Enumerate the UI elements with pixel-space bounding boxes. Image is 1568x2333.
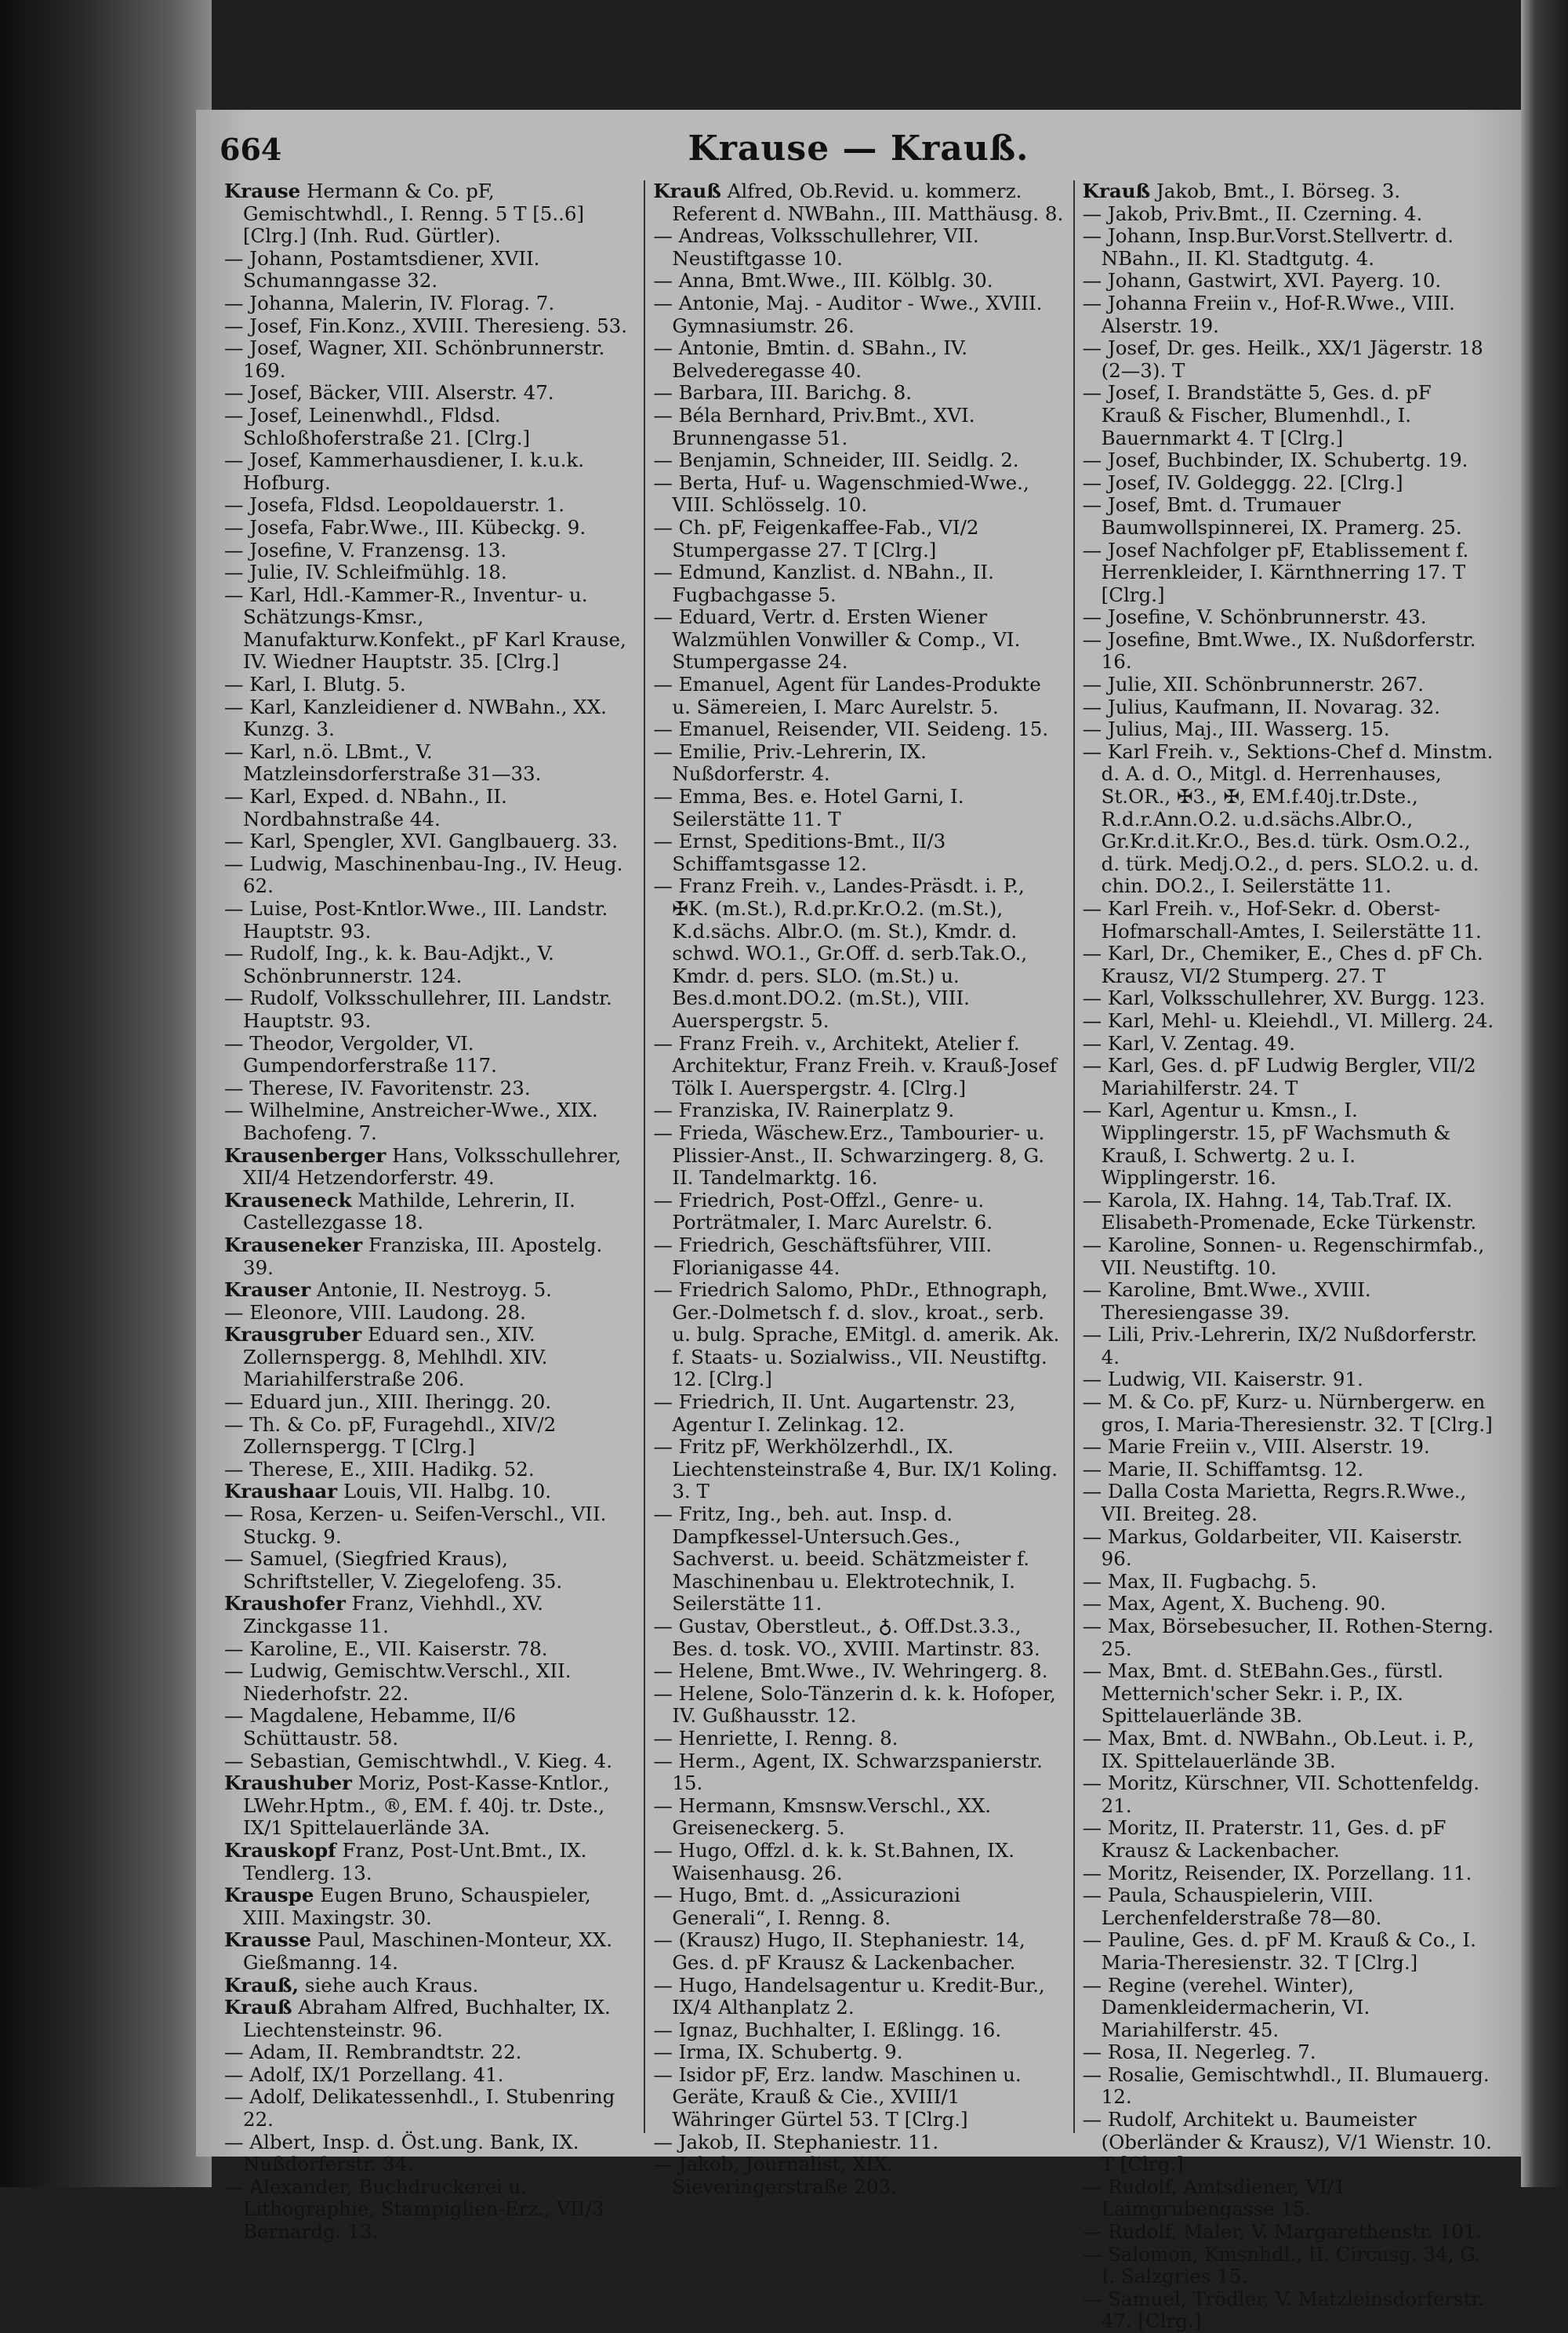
directory-entry: — Karl, Kanzleidiener d. NWBahn., XX. Kunzg. 3. bbox=[224, 695, 607, 741]
directory-entry: — Rudolf, Ing., k. k. Bau-Adjkt., V. Schönbrunnerstr. 124. bbox=[224, 942, 554, 987]
directory-entry: — Josef, Fin.Konz., XVIII. Theresieng. 53. bbox=[224, 314, 628, 337]
directory-entry: — Emanuel, Reisender, VII. Seideng. 15. bbox=[653, 718, 1049, 741]
directory-entry: — Karoline, Bmt.Wwe., XVIII. Theresiengasse 39. bbox=[1082, 1278, 1371, 1324]
directory-entry: — Barbara, III. Barichg. 8. bbox=[653, 381, 913, 405]
book-spine-shadow bbox=[0, 0, 212, 2187]
directory-entry: — Benjamin, Schneider, III. Seidlg. 2. bbox=[653, 449, 1019, 472]
directory-entry: — Franz Freih. v., Landes-Präsdt. i. P., ✠K. (m.St.), R.d.pr.Kr.O.2. (m.St.), K.d.sächs. Albr.O. (m. St.), Kmdr. d. schwd. WO.1., Gr.Off. d. serb.Tak.O., Kmdr. d. pers. SLO. (m.St.) u. Bes.d.mont.DO.2. (m.St.), VIII. Auerspergstr. 5. bbox=[653, 874, 1028, 1032]
directory-entry: — Karl, Spengler, XVI. Ganglbauerg. 33. bbox=[224, 830, 619, 853]
directory-entry: — Magdalene, Hebamme, II/6 Schüttaustr. 58. bbox=[224, 1704, 517, 1750]
book-edge-shadow bbox=[1521, 0, 1568, 2187]
directory-entry: — Ignaz, Buchhalter, I. Eßlingg. 16. bbox=[653, 2018, 1002, 2041]
directory-entry: — Béla Bernhard, Priv.Bmt., XVI. Brunnengasse 51. bbox=[653, 403, 975, 449]
directory-page bbox=[196, 110, 1521, 2333]
directory-entry: — Salomon, Kmsnhdl., II. Circusg. 34, G. I. Salzgries 15. bbox=[1082, 2242, 1481, 2288]
directory-entry: — Alexander, Buchdruckerei u. Lithographie, Stampiglien-Erz., VII/3 Bernardg. 13. bbox=[224, 2175, 604, 2244]
directory-entry: — Adolf, Delikatessenhdl., I. Stubenring 22. bbox=[224, 2085, 615, 2131]
directory-entry: — Eduard jun., XIII. Iheringg. 20. bbox=[224, 1390, 552, 1414]
directory-entry: — Gustav, Oberstleut., ♁. Off.Dst.3.3., Bes. d. tosk. VO., XVIII. Martinstr. 83. bbox=[653, 1615, 1040, 1660]
directory-entry: — Jakob, Priv.Bmt., II. Czerning. 4. bbox=[1082, 202, 1423, 225]
directory-entry: — Samuel, Trödler, V. Matzleinsdorferstr. 47. [Clrg.] bbox=[1082, 2287, 1485, 2333]
directory-entry: — Josef, IV. Goldeggg. 22. [Clrg.] bbox=[1082, 471, 1403, 494]
directory-entry: — Isidor pF, Erz. landw. Maschinen u. Geräte, Krauß & Cie., XVIII/1 Währinger Gürtel 53. T [Clrg.] bbox=[653, 2062, 1022, 2131]
directory-entry: — Adam, II. Rembrandtstr. 22. bbox=[224, 2040, 522, 2064]
directory-entry: — Emanuel, Agent für Landes-Produkte u. Sämereien, I. Marc Aurelstr. 5. bbox=[653, 673, 1041, 718]
directory-entry: Krauseneck Mathilde, Lehrerin, II. Castellezgasse 18. bbox=[224, 1188, 575, 1234]
directory-entry: — Moritz, Reisender, IX. Porzellang. 11. bbox=[1082, 1861, 1472, 1884]
directory-entry: — Karola, IX. Hahng. 14, Tab.Traf. IX. Elisabeth-Promenade, Ecke Türkenstr. bbox=[1082, 1188, 1477, 1234]
directory-entry: — Irma, IX. Schubertg. 9. bbox=[653, 2040, 903, 2064]
directory-entry: — Moritz, Kürschner, VII. Schottenfeldg. 21. bbox=[1082, 1772, 1480, 1817]
directory-entry: Krause Hermann & Co. pF, Gemischtwhdl., I. Renng. 5 T [5..6] [Clrg.] (Inh. Rud. Gürtler). bbox=[224, 180, 585, 248]
directory-entry: — Henriette, I. Renng. 8. bbox=[653, 1726, 898, 1750]
directory-entry: Krauseneker Franziska, III. Apostelg. 39. bbox=[224, 1233, 603, 1279]
directory-entry: — Karl, Exped. d. NBahn., II. Nordbahnstraße 44. bbox=[224, 785, 507, 830]
directory-entry: — Rudolf, Amtsdiener, VI/1 Laimgrubengasse 15. bbox=[1082, 2175, 1346, 2221]
column-middle bbox=[645, 180, 1074, 2198]
directory-entry: Krauskopf Franz, Post-Unt.Bmt., IX. Tendlerg. 13. bbox=[224, 1838, 587, 1884]
directory-entry: — Samuel, (Siegfried Kraus), Schriftsteller, V. Ziegelofeng. 35. bbox=[224, 1547, 563, 1593]
directory-entry: Kraushuber Moriz, Post-Kasse-Kntlor., LWehr.Hptm., ®, EM. f. 40j. tr. Dste., IX/1 Spittelauerlände 3A. bbox=[224, 1772, 610, 1840]
directory-entry: — Adolf, IX/1 Porzellang. 41. bbox=[224, 2062, 504, 2086]
directory-entry: — Ludwig, VII. Kaiserstr. 91. bbox=[1082, 1368, 1363, 1391]
directory-entry: — Therese, IV. Favoritenstr. 23. bbox=[224, 1076, 531, 1099]
directory-entry: — Hugo, Bmt. d. „Assicurazioni Generali“, I. Renng. 8. bbox=[653, 1884, 960, 1929]
directory-entry: — Julius, Kaufmann, II. Novarag. 32. bbox=[1082, 695, 1440, 718]
directory-entry: — Karl Freih. v., Sektions-Chef d. Minstm. d. A. d. O., Mitgl. d. Herrenhauses, St.OR., ✠3., ✠, EM.f.40j.tr.Dste., R.d.r.Ann.O.2. u.d.sächs.Albr.O., Gr.Kr.d.it.Kr.O., Bes.d. türk. Osm.O.2., d. türk. Medj.O.2., d. pers. SLO.2. u. d. chin. DO.2., I. Seilerstätte 11. bbox=[1082, 740, 1494, 898]
directory-entry: — Josefa, Fabr.Wwe., III. Kübeckg. 9. bbox=[224, 515, 586, 539]
directory-entry: — Josefine, V. Franzensg. 13. bbox=[224, 538, 507, 561]
directory-entry: Krauß Jakob, Bmt., I. Börseg. 3. bbox=[1082, 180, 1401, 202]
directory-entry: — Friedrich, Post-Offzl., Genre- u. Porträtmaler, I. Marc Aurelstr. 6. bbox=[653, 1188, 993, 1234]
directory-entry: — Wilhelmine, Anstreicher-Wwe., XIX. Bachofeng. 7. bbox=[224, 1099, 598, 1144]
directory-entry: — Ernst, Speditions-Bmt., II/3 Schiffamtsgasse 12. bbox=[653, 830, 946, 875]
directory-entry: Krauß Alfred, Ob.Revid. u. kommerz. Referent d. NWBahn., III. Matthäusg. 8. bbox=[653, 180, 1064, 225]
directory-entry: — Jakob, Journalist, XIX. Sieveringerstraße 203. bbox=[653, 2153, 897, 2198]
directory-entry: — Max, Bmt. d. NWBahn., Ob.Leut. i. P., IX. Spittelauerlände 3B. bbox=[1082, 1726, 1475, 1772]
directory-entry: — Rudolf, Architekt u. Baumeister (Oberländer & Krausz), V/1 Wienstr. 10. T [Clrg.] bbox=[1082, 2108, 1492, 2176]
directory-entry: — Rosa, II. Negerleg. 7. bbox=[1082, 2040, 1316, 2064]
directory-entry: — Josef, I. Brandstätte 5, Ges. d. pF Krauß & Fischer, Blumenhdl., I. Bauernmarkt 4. T [Clrg.] bbox=[1082, 381, 1432, 449]
directory-entry: — Luise, Post-Kntlor.Wwe., III. Landstr. Hauptstr. 93. bbox=[224, 897, 608, 943]
directory-entry: — Lili, Priv.-Lehrerin, IX/2 Nußdorferstr. 4. bbox=[1082, 1323, 1477, 1368]
directory-entry: — Franz Freih. v., Architekt, Atelier f. Architektur, Franz Freih. v. Krauß-Josef Tölk I. Auerspergstr. 4. [Clrg.] bbox=[653, 1031, 1057, 1099]
directory-entry: — Emma, Bes. e. Hotel Garni, I. Seilerstätte 11. T bbox=[653, 785, 964, 830]
directory-entry: — Josef, Wagner, XII. Schönbrunnerstr. 169. bbox=[224, 336, 605, 382]
directory-entry: — Josef, Dr. ges. Heilk., XX/1 Jägerstr. 18 (2—3). T bbox=[1082, 336, 1483, 382]
directory-entry: — Johanna Freiin v., Hof-R.Wwe., VIII. Alserstr. 19. bbox=[1082, 291, 1455, 337]
directory-entry: — Julius, Maj., III. Wasserg. 15. bbox=[1082, 718, 1390, 741]
directory-entry: — Johann, Insp.Bur.Vorst.Stellvertr. d. NBahn., II. Kl. Stadtgutg. 4. bbox=[1082, 224, 1454, 270]
directory-entry: — Karl, n.ö. LBmt., V. Matzleinsdorferstraße 31—33. bbox=[224, 740, 542, 786]
directory-entry: — Sebastian, Gemischtwhdl., V. Kieg. 4. bbox=[224, 1749, 613, 1772]
directory-entry: — Karl, V. Zentag. 49. bbox=[1082, 1031, 1295, 1055]
directory-entry: — Rudolf, Volksschullehrer, III. Landstr. Hauptstr. 93. bbox=[224, 987, 612, 1032]
directory-entry: — Eleonore, VIII. Laudong. 28. bbox=[224, 1300, 526, 1324]
directory-entry: — Karoline, Sonnen- u. Regenschirmfab., VII. Neustiftg. 10. bbox=[1082, 1233, 1485, 1279]
directory-entry: — Max, Bmt. d. StEBahn.Ges., fürstl. Metternich'scher Sekr. i. P., IX. Spittelauerlände 3B. bbox=[1082, 1659, 1444, 1728]
directory-entry: — Karl, Mehl- u. Kleiehdl., VI. Millerg. 24. bbox=[1082, 1008, 1494, 1032]
directory-entry: Krausgruber Eduard sen., XIV. Zollernspergg. 8, Mehlhdl. XIV. Mariahilferstraße 206. bbox=[224, 1323, 548, 1391]
directory-entry: — Karl Freih. v., Hof-Sekr. d. Oberst-Hofmarschall-Amtes, I. Seilerstätte 11. bbox=[1082, 897, 1482, 943]
directory-entry: — Karl, Agentur u. Kmsn., I. Wipplingerstr. 15, pF Wachsmuth & Krauß, I. Schwertg. 2 u. I. Wipplingerstr. 16. bbox=[1082, 1099, 1451, 1190]
directory-entry: — Edmund, Kanzlist. d. NBahn., II. Fugbachgasse 5. bbox=[653, 561, 994, 606]
directory-entry: Kraushaar Louis, VII. Halbg. 10. bbox=[224, 1480, 552, 1503]
directory-entry: — Eduard, Vertr. d. Ersten Wiener Walzmühlen Vonwiller & Comp., VI. Stumpergasse 24. bbox=[653, 605, 1021, 674]
directory-entry: Krauspe Eugen Bruno, Schauspieler, XIII. Maxingstr. 30. bbox=[224, 1884, 591, 1929]
directory-entry: Krauß Abraham Alfred, Buchhalter, IX. Liechtensteinstr. 96. bbox=[224, 1996, 611, 2041]
directory-entry: — Rosa, Kerzen- u. Seifen-Verschl., VII. Stuckg. 9. bbox=[224, 1503, 607, 1548]
directory-entry: — Hugo, Offzl. d. k. k. St.Bahnen, IX. Waisenhausg. 26. bbox=[653, 1838, 1015, 1884]
directory-entry: — Julie, XII. Schönbrunnerstr. 267. bbox=[1082, 673, 1424, 696]
directory-entry: — Karl, Volksschullehrer, XV. Burgg. 123. bbox=[1082, 987, 1486, 1010]
directory-entry: — Antonie, Bmtin. d. SBahn., IV. Belvederegasse 40. bbox=[653, 336, 968, 382]
directory-entry: — Marie, II. Schiffamtsg. 12. bbox=[1082, 1457, 1364, 1481]
directory-entry: — Albert, Insp. d. Öst.ung. Bank, IX. Nußdorferstr. 34. bbox=[224, 2130, 579, 2176]
directory-entry: — Josefine, V. Schönbrunnerstr. 43. bbox=[1082, 605, 1427, 629]
directory-entry: — Karl, Ges. d. pF Ludwig Bergler, VII/2 Mariahilferstr. 24. T bbox=[1082, 1054, 1476, 1099]
directory-entry: — Dalla Costa Marietta, Regrs.R.Wwe., VII. Breiteg. 28. bbox=[1082, 1480, 1467, 1526]
directory-entry: — Julie, IV. Schleifmühlg. 18. bbox=[224, 561, 507, 584]
directory-entry: — Josefine, Bmt.Wwe., IX. Nußdorferstr. 16. bbox=[1082, 627, 1476, 674]
directory-entry: — Josef, Leinenwhdl., Fldsd. Schloßhoferstraße 21. [Clrg.] bbox=[224, 403, 531, 449]
directory-entry: — Josef, Buchbinder, IX. Schubertg. 19. bbox=[1082, 449, 1468, 472]
page-number: 664 bbox=[220, 132, 282, 167]
directory-entry: — Josef, Bmt. d. Trumauer Baumwollspinnerei, IX. Pramerg. 25. bbox=[1082, 493, 1462, 539]
directory-entry: — Pauline, Ges. d. pF M. Krauß & Co., I. Maria-Theresienstr. 32. T [Clrg.] bbox=[1082, 1928, 1476, 1974]
directory-entry: — Josef, Bäcker, VIII. Alserstr. 47. bbox=[224, 381, 554, 405]
directory-entry: — Friedrich, II. Unt. Augartenstr. 23, Agentur I. Zelinkag. 12. bbox=[653, 1390, 1016, 1436]
directory-entry: — Max, Agent, X. Bucheng. 90. bbox=[1082, 1592, 1386, 1615]
column-left bbox=[216, 180, 645, 2244]
directory-entry: — Regine (verehel. Winter), Damenkleidermacherin, VI. Mariahilferstr. 45. bbox=[1082, 1973, 1370, 2041]
directory-entry: — Markus, Goldarbeiter, VII. Kaiserstr. 96. bbox=[1082, 1524, 1463, 1571]
directory-entry: — Josefa, Fldsd. Leopoldauerstr. 1. bbox=[224, 493, 564, 517]
directory-entry: — Friedrich Salomo, PhDr., Ethnograph, Ger.-Dolmetsch f. d. slov., kroat., serb. u. bulg. Sprache, EMitgl. d. amerik. Ak. f. Staats- u. Sozialwiss., VII. Neustiftg. 12. [Clrg.] bbox=[653, 1278, 1060, 1391]
directory-entry: — Karl, Hdl.-Kammer-R., Inventur- u. Schätzungs-Kmsr., Manufakturw.Konfekt., pF Karl Krause, IV. Wiedner Hauptstr. 35. [Clrg.] bbox=[224, 583, 626, 674]
directory-entry: — Theodor, Vergolder, VI. Gumpendorferstraße 117. bbox=[224, 1031, 497, 1077]
directory-entry: — (Krausz) Hugo, II. Stephaniestr. 14, Ges. d. pF Krausz & Lackenbacher. bbox=[653, 1928, 1025, 1974]
directory-entry: — Ludwig, Maschinenbau-Ing., IV. Heug. 62. bbox=[224, 852, 623, 898]
directory-entry: — Anna, Bmt.Wwe., III. Kölblg. 30. bbox=[653, 269, 993, 293]
directory-entry: — Fritz pF, Werkhölzerhdl., IX. Liechtensteinstraße 4, Bur. IX/1 Koling. 3. T bbox=[653, 1435, 1058, 1503]
directory-entry: — Karl, I. Blutg. 5. bbox=[224, 673, 406, 696]
directory-entry: — Friedrich, Geschäftsführer, VIII. Florianigasse 44. bbox=[653, 1233, 993, 1279]
directory-entry: — Franziska, IV. Rainerplatz 9. bbox=[653, 1099, 955, 1122]
directory-entry: — Th. & Co. pF, Furagehdl., XIV/2 Zollernspergg. T [Clrg.] bbox=[224, 1412, 557, 1459]
directory-entry: Krauser Antonie, II. Nestroyg. 5. bbox=[224, 1278, 552, 1302]
directory-entry: — Andreas, Volksschullehrer, VII. Neustiftgasse 10. bbox=[653, 224, 979, 270]
directory-entry: — Moritz, II. Praterstr. 11, Ges. d. pF Krausz & Lackenbacher. bbox=[1082, 1816, 1446, 1862]
directory-entry: — Rudolf, Maler, V. Margarethenstr. 101. bbox=[1082, 2220, 1483, 2244]
directory-entry: — Ludwig, Gemischtw.Verschl., XII. Niederhofstr. 22. bbox=[224, 1659, 572, 1705]
directory-entry: — Johann, Postamtsdiener, XVII. Schumanngasse 32. bbox=[224, 246, 540, 293]
directory-entry: Krauß, siehe auch Kraus. bbox=[224, 1973, 479, 1997]
directory-entry: — Marie Freiin v., VIII. Alserstr. 19. bbox=[1082, 1435, 1430, 1459]
directory-entry: — Hermann, Kmsnsw.Verschl., XX. Greiseneckerg. 5. bbox=[653, 1793, 992, 1840]
running-head: Krause — Krauß. bbox=[688, 129, 1029, 169]
directory-entry: — Ch. pF, Feigenkaffee-Fab., VI/2 Stumpergasse 27. T [Clrg.] bbox=[653, 515, 979, 561]
directory-entry: — Berta, Huf- u. Wagenschmied-Wwe., VIII. Schlösselg. 10. bbox=[653, 471, 1029, 517]
directory-entry: — Paula, Schauspielerin, VIII. Lerchenfelderstraße 78—80. bbox=[1082, 1884, 1382, 1929]
entry-columns bbox=[216, 180, 1502, 2333]
directory-entry: — Karl, Dr., Chemiker, E., Ches d. pF Ch. Krausz, VI/2 Stumperg. 27. T bbox=[1082, 942, 1483, 987]
directory-entry: — Johanna, Malerin, IV. Florag. 7. bbox=[224, 291, 555, 314]
directory-entry: — Fritz, Ing., beh. aut. Insp. d. Dampfkessel-Untersuch.Ges., Sachverst. u. beeid. Schätzmeister f. Maschinenbau u. Elektrotechnik, I. Seilerstätte 11. bbox=[653, 1503, 1030, 1615]
directory-entry: — Josef Nachfolger pF, Etablissement f. Herrenkleider, I. Kärnthnerring 17. T [Clrg.] bbox=[1082, 538, 1469, 606]
directory-entry: Kraushofer Franz, Viehhdl., XV. Zinckgasse 11. bbox=[224, 1592, 543, 1637]
directory-entry: — Helene, Solo-Tänzerin d. k. k. Hofoper, IV. Gußhausstr. 12. bbox=[653, 1681, 1056, 1728]
directory-entry: — Antonie, Maj. - Auditor - Wwe., XVIII. Gymnasiumstr. 26. bbox=[653, 291, 1043, 337]
directory-entry: — Rosalie, Gemischtwhdl., II. Blumauerg. 12. bbox=[1082, 2062, 1490, 2109]
directory-entry: — Jakob, II. Stephaniestr. 11. bbox=[653, 2130, 939, 2153]
directory-entry: — Therese, E., XIII. Hadikg. 52. bbox=[224, 1457, 535, 1481]
directory-entry: — Karoline, E., VII. Kaiserstr. 78. bbox=[224, 1637, 548, 1660]
directory-entry: — Johann, Gastwirt, XVI. Payerg. 10. bbox=[1082, 269, 1442, 293]
directory-entry: — Hugo, Handelsagentur u. Kredit-Bur., IX/4 Althanplatz 2. bbox=[653, 1973, 1045, 2019]
directory-entry: — Helene, Bmt.Wwe., IV. Wehringerg. 8. bbox=[653, 1659, 1048, 1683]
directory-entry: — Josef, Kammerhausdiener, I. k.u.k. Hofburg. bbox=[224, 449, 585, 494]
column-right bbox=[1075, 180, 1502, 2333]
directory-entry: — Max, Börsebesucher, II. Rothen-Sterng. 25. bbox=[1082, 1615, 1494, 1660]
directory-entry: — Emilie, Priv.-Lehrerin, IX. Nußdorferstr. 4. bbox=[653, 740, 927, 786]
directory-entry: Krausse Paul, Maschinen-Monteur, XX. Gießmanng. 14. bbox=[224, 1928, 612, 1974]
directory-entry: — M. & Co. pF, Kurz- u. Nürnbergerw. en gros, I. Maria-Theresienstr. 32. T [Clrg.] bbox=[1082, 1390, 1493, 1436]
directory-entry: — Max, II. Fugbachg. 5. bbox=[1082, 1569, 1317, 1593]
directory-entry: Krausenberger Hans, Volksschullehrer, XII/4 Hetzendorferstr. 49. bbox=[224, 1143, 622, 1190]
directory-entry: — Frieda, Wäschew.Erz., Tambourier- u. Plissier-Anst., II. Schwarzingerg. 8, G. II. Tandelmarktg. 16. bbox=[653, 1121, 1045, 1190]
directory-entry: — Herm., Agent, IX. Schwarzspanierstr. 15. bbox=[653, 1749, 1043, 1795]
